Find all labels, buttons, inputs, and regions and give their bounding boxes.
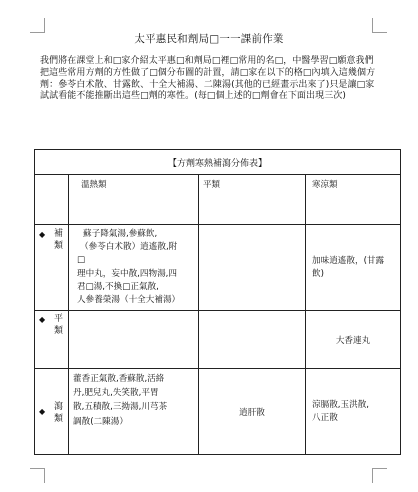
warm-purge-cell [69,369,199,455]
formula-line: 飲) [312,268,324,279]
column-header-neutral: 平類 [199,175,306,225]
cool-neutral-cell [306,311,401,369]
neutral-tonify-cell [199,225,306,311]
formula-line: 散,五積散,三拗湯,川芎茶 [73,402,168,413]
table-row-purge [35,369,401,455]
warm-neutral-cell [69,311,199,369]
intro-paragraph [40,56,380,103]
formula-line: 加味逍遙散，(甘露 [312,255,385,266]
neutral-neutral-cell [199,311,306,369]
formula-line: 藿香正氣散,香蘇散,活絡 [73,374,165,384]
formula-line: 調散(二陳湯） [73,416,128,427]
diamond-bullet-icon: ◆ [39,230,46,239]
formula-line: 八正散 [312,412,338,423]
row-label-cell-tonify [35,225,69,311]
diamond-bullet-icon: ◆ [39,315,46,324]
cool-tonify-cell [306,225,401,311]
page-corner-mark-bottom-right [372,468,387,483]
diamond-bullet-icon: ◆ [39,407,46,416]
warm-tonify-cell [69,225,199,311]
formula-line: 人參養榮湯（十全大補湯） [77,295,181,306]
formula-line: 丹,肥兒丸,失笑散,平胃 [73,388,159,399]
formula-line: 君□湯,不換□正氣散, [77,281,159,292]
row-label-cell-purge [35,369,69,455]
row-label-tonify: 補類 [54,229,64,251]
formula-line: 大香連丸 [335,335,371,346]
formula-line: 涼膈散,玉洪散, [312,399,370,410]
table-row-tonify [35,225,401,311]
formula-line: □ [77,255,86,266]
formula-line: 蘇子降氣湯,參蘇飲, [83,229,158,239]
cool-purge-cell [306,369,401,455]
row-label-purge: 瀉類 [54,402,64,424]
row-label-cell-neutral [35,311,69,369]
formula-line: （參苓白术散）逍遙散,附 [80,242,178,253]
formula-line: 理中丸，妄中散,四物湯,四 [77,268,177,279]
corner-cell [35,175,69,225]
column-header-warm: 溫熱類 [69,175,199,225]
page-corner-mark-bottom-left [30,468,45,483]
table-row-neutral [35,311,401,369]
column-header-cool: 寒涼類 [306,175,401,225]
formula-distribution-table [34,149,401,455]
row-label-neutral: 平類 [54,314,64,336]
intro-text: 我們將在課堂上和□家介紹太平惠□和劑局□裡□常用的名□，中醫學習□願意我們把這些常用方劑的方性做了□個分布圖的計置，請□家在以下的格□內填入這幾個方劑：參苓白术散、甘露飲、十全大補湯、二陳湯(其他的已經畫示出來了)只是讓□家試試看能不能推斷出這些□劑的寒性。(每□個上述的□劑會在下面出現三次) [40,56,376,102]
table-heading: 【方劑寒熱補瀉分佈表】 [35,150,401,175]
document-title: 太平惠民和劑局□一一課前作業 [134,33,284,45]
neutral-purge-cell: 逍肝散 [199,369,306,455]
